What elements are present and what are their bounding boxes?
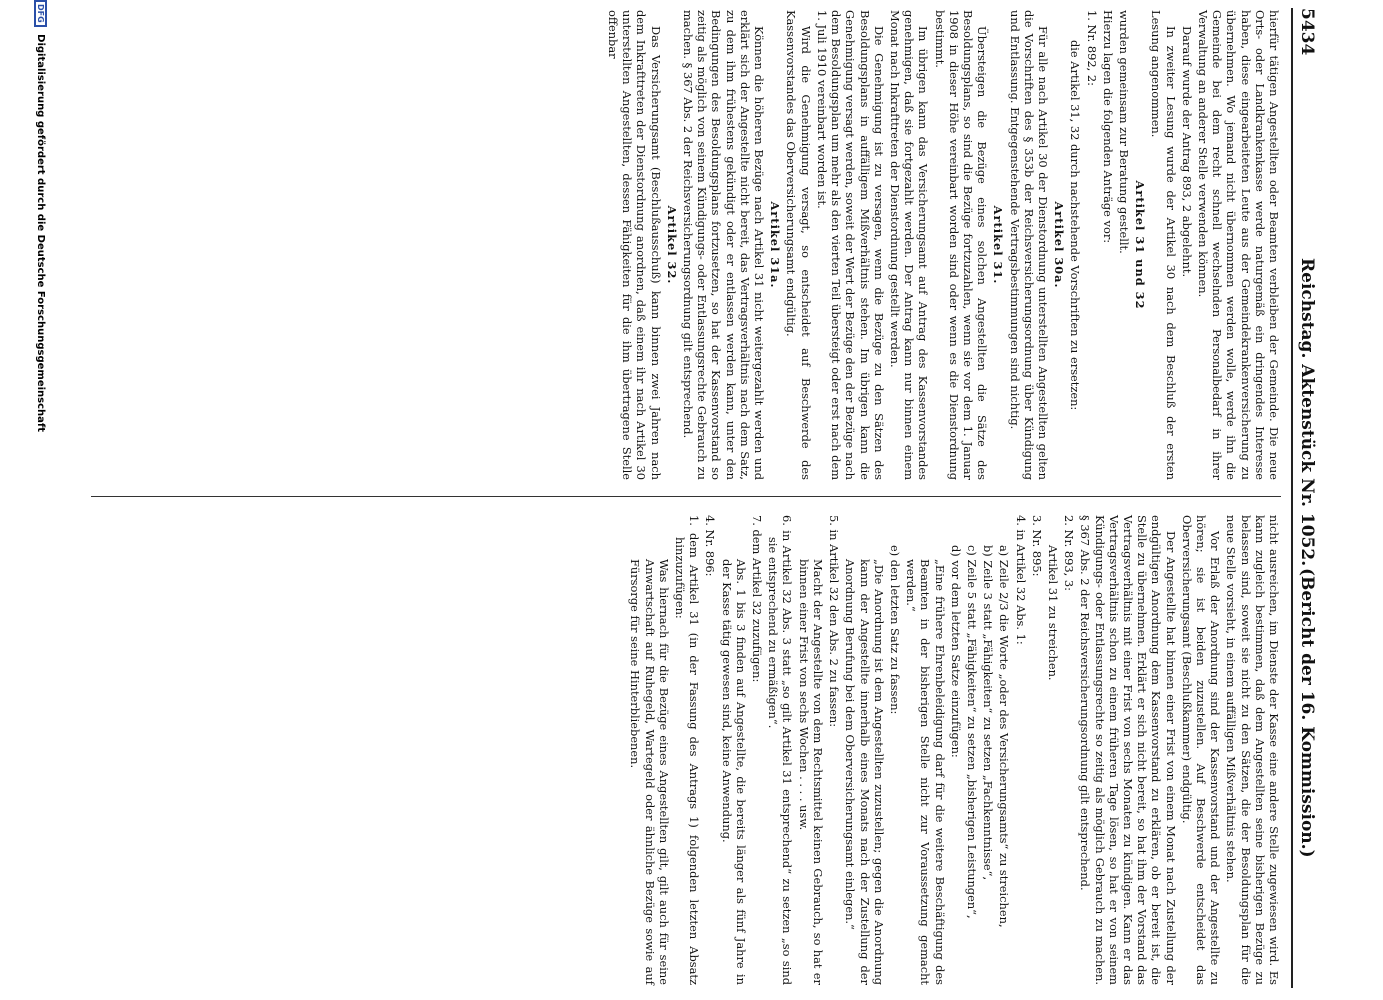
article-heading: Artikel 31. xyxy=(991,205,1006,285)
article-text: Übersteigen die Bezüge eines solchen Angestellten die Sätze des Besoldungsplans, so sind die Bezüge fortzuzahlen, wenn sie vor dem 1. Januar 1908 in dieser Höhe vereinbart worden sind oder wenn es die Dienstordnung bestimmt. xyxy=(932,10,990,480)
list-item: 3. Nr. 895: xyxy=(1029,515,1044,577)
list-item: 4. Nr. 896: xyxy=(703,515,718,577)
paragraph: Vor Erlaß der Anordnung sind der Kassenvorstand und der Angestellte zu hören; sie ist beiden zuzustellen. Auf Beschwerde entscheidet das Oberversicherungsamt (Beschlußkammer) endgültig. xyxy=(1179,515,1223,985)
list-item: 4. in Artikel 32 Abs. 1: xyxy=(1013,515,1028,645)
digitization-credit xyxy=(27,0,47,1000)
dfg-logo-icon: DFG xyxy=(34,0,47,27)
list-item: 6. in Artikel 32 Abs. 3 statt „so gilt Artikel 31 entsprechend“ zu setzen „so sind sie entsprechend zu ermäßigen“. xyxy=(766,515,795,985)
quoted-text: Was hiernach für die Bezüge eines Angestellten gilt, gilt auch für seine Anwartschaft auf Ruhegeld, Wartegeld oder ähnliche Bezüge sowie auf Fürsorge für seine Hinterbliebenen. xyxy=(628,559,671,985)
article-text: Wird die Genehmigung versagt, so entscheidet auf Beschwerde des Kassenvorstandes das Oberversicherungsamt endgültig. xyxy=(784,10,813,480)
paragraph: wurden gemeinsam zur Beratung gestellt. xyxy=(1116,10,1131,254)
list-subitem: e) den letzten Satz zu fassen: xyxy=(887,545,902,715)
quoted-text: „Eine frühere Ehrenbeleidigung darf für die weitere Beschäftigung des Beamten in der bisherigen Stelle nicht zur Voraussetzung gemacht werden.“ xyxy=(904,559,947,985)
article-text: Das Versicherungsamt (Beschlußausschuß) kann binnen zwei Jahren nach dem Inkrafttreten der Dienstordnung anordnen, daß einem ihr nach Artikel 30 unterstellten Angestellten, dessen Fähigkeiten für die ihm übertragene Stelle offenbar xyxy=(606,10,663,480)
page-header xyxy=(1287,8,1317,988)
article-text: Für alle nach Artikel 30 der Dienstordnung unterstellten Angestellten gelten die Vorschriften des § 353b der Reichsversicherungsordnung über Kündigung und Entlassung. Entgegenstehende Vertragsbestimmungen sind nichtig. xyxy=(1007,10,1050,480)
column-divider xyxy=(91,496,1281,497)
article-heading: Artikel 32. xyxy=(664,205,679,285)
paragraph: Hierzu lagen die folgenden Anträge vor: xyxy=(1100,10,1115,244)
paragraph: nicht ausreichen, im Dienste der Kasse eine andere Stelle zugewiesen wird. Es kann zugleich bestimmen, daß dem Angestellten seine bisherigen Bezüge zu belassen sind, soweit sie nicht zu den Sätzen, die der Besoldungsplan für die neue Stelle vorsieht, in einem auffälligen Mißverhältnis stehen. xyxy=(1224,515,1281,985)
header-section: (Bericht der 16. Kommission.) xyxy=(1297,568,1317,858)
list-item-text: die Artikel 31, 32 durch nachstehende Vorschriften zu ersetzen: xyxy=(1068,40,1083,411)
right-column xyxy=(81,515,1281,985)
list-item: 1. dem Artikel 31 (in der Fassung des Antrags 1) folgenden letzten Absatz hinzuzufügen: xyxy=(673,515,702,985)
list-subitem: a) Zeile 2/3 die Worte „oder des Versicherungsamts“ zu streichen, xyxy=(997,545,1012,928)
list-item: 5. in Artikel 32 den Abs. 2 zu fassen: xyxy=(827,515,842,728)
section-heading: Artikel 31 und 32 xyxy=(1133,180,1148,310)
article-heading: Artikel 31a. xyxy=(768,201,783,289)
quoted-text: Macht der Angestellte von dem Rechtsmittel keinen Gebrauch, so hat er binnen einer Frist von sechs Wochen . . . . usw. xyxy=(796,559,825,985)
article-text: Können die höheren Bezüge nach Artikel 31 nicht weitergezahlt werden und erklärt sich der Angestellte nicht bereit, das Vertragsverhältnis nach dem Satz, zu dem ihm frühestens gekündigt oder er entlassen werden kann, unter den Bedingungen des Besoldungsplans fortzusetzen, so hat der Kassenvorstand so zeitig als möglich von seinem Kündigungs- oder Entlassungsrechte Gebrauch zu machen. § 367 Abs. 2 der Reichsversicherungsordnung gilt entsprechend. xyxy=(681,10,767,480)
list-item: 7. dem Artikel 32 zuzufügen: xyxy=(750,515,765,683)
header-title: Reichstag. Aktenstück Nr. 1052. xyxy=(1297,258,1317,567)
paragraph: Darauf wurde der Antrag 893, 2 abgelehnt. xyxy=(1179,26,1194,278)
list-subitem: c) Zeile 5 statt „Fähigkeiten“ zu setzen „bisherigen Leistungen“, xyxy=(964,545,979,919)
list-item: 1. Nr. 892, 2: xyxy=(1084,10,1099,86)
article-text: Die Genehmigung ist zu versagen, wenn die Bezüge zu den Sätzen des Besoldungsplans in auffälligem Mißverhältnis stehen. Im übrigen kann die Genehmigung versagt werden, soweit der Wert der Bezüge den der Bezüge nach dem Besoldungsplan um mehr als den vierten Teil übersteigt oder erst nach dem 1. Juli 1910 vereinbart worden ist. xyxy=(814,10,886,480)
list-item: 2. Nr. 893, 3: xyxy=(1062,515,1077,591)
header-rule xyxy=(1291,8,1293,988)
page-number: 5434 xyxy=(1297,8,1317,56)
left-column xyxy=(101,10,1281,480)
list-subitem: d) vor dem letzten Satze einzufügen: xyxy=(948,545,963,758)
quoted-text: Abs. 1 bis 3 finden auf Angestellte, die bereits länger als fünf Jahre in der Kasse tätig gewesen sind, keine Anwendung. xyxy=(719,559,748,985)
quoted-text: „Die Anordnung ist dem Angestellten zuzustellen; gegen die Anordnung kann der Angestellte innerhalb eines Monats nach der Zustellung der Anordnung Berufung bei dem Oberversicherungsamt einlegen.“ xyxy=(843,559,886,985)
article-text: Im übrigen kann das Versicherungsamt auf Antrag des Kassenvorstandes genehmigen, daß sie fortgezahlt werden. Der Antrag kann nur binnen einem Monat nach Inkrafttreten der Dienstordnung gestellt werden. xyxy=(887,10,931,480)
credit-text: Digitalisierung gefördert durch die Deutsche Forschungsgemeinschaft xyxy=(35,34,46,433)
paragraph: Der Angestellte hat binnen einer Frist von einem Monat nach Zustellung der endgültigen Anordnung dem Kassenvorstand zu erklären, ob er bereit ist, die Stelle zu übernehmen. Erklärt er sich nicht bereit, so hat ihm der Vorstand das Vertragsverhältnis mit einer Frist von sechs Monaten zu kündigen. Kann er das Vertragsverhältnis schon zu einem früheren Tage lösen, so hat er von seinem Kündigungs- oder Entlassungsrechte so zeitig als möglich Gebrauch zu machen. § 367 Abs. 2 der Reichsversicherungsordnung gilt entsprechend. xyxy=(1078,515,1178,985)
paragraph: In zweiter Lesung wurde der Artikel 30 nach dem Beschluß der ersten Lesung angenommen. xyxy=(1149,10,1178,480)
list-subitem: b) Zeile 3 statt „Fähigkeiten“ zu setzen „Fachkenntnisse“, xyxy=(981,545,996,881)
article-heading: Artikel 30a. xyxy=(1052,201,1067,289)
paragraph: hierfür tätigen Angestellten oder Beamten verbleiben der Gemeinde. Die neue Orts- oder Landkrankenkasse werde naturgemäß ein dringendes Interesse haben, diese eingearbeiteten Leute aus der Gemeindekrankenversicherung zu übernehmen. Wo jemand nicht übernommen werden wolle, werde ihn die Gemeinde bei dem recht schnell wechselnden Personalbedarf in ihrer Verwaltung an anderer Stelle verwenden können. xyxy=(1195,10,1281,480)
list-item-text: Artikel 31 zu streichen. xyxy=(1045,545,1060,681)
